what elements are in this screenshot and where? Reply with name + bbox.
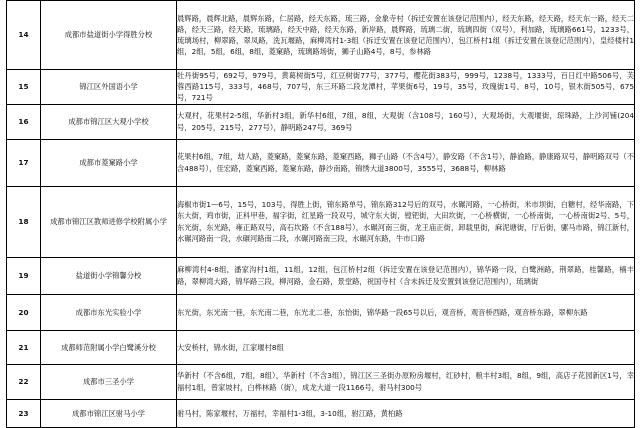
row-number: 17 — [7, 139, 41, 186]
table-row — [7, 186, 635, 257]
zone-area: 大观村，花果村2-5组，华新村3组，新华村6组，7组，8组，大观街（含108号，160号），大观场街，大观堰街，琼珠路，上沙河铺(204号，205号，215号，277号），静明路247号，369号 — [177, 104, 635, 139]
school-name: 成都市锦江区教师进修学校附属小学 — [41, 186, 177, 257]
row-number: 19 — [7, 257, 41, 294]
row-number: 21 — [7, 330, 41, 364]
zone-area: 晨辉路，晨辉北路，晨辉东路，仁居路，经天东路，琉三路，金象寺村（拆迁安置在该登记范围内），经天东路，经天路，经天东一路，经天二路，经天三路，经天路，琉璃路，经天中路，经天东路，新岸路，晨辉路，琉璃二街，琉璃四街（双号），利加路，琉璃路661号，1233号，琉璃场村，柳翠路，翠凤路，洗瓦堰路，麻柳湾村1-3组（拆迁安置在该登记范围内），包江桥村1组（拆迁安置在该登记范围内），皇经楼村1组，2组，5组，6组，8组，菱窠路，琉璃路场街，狮子山路4号，8号，参林路 — [177, 1, 635, 70]
school-name: 成都市东光实验小学 — [41, 294, 177, 330]
school-name: 成都市锦江区驸马小学 — [41, 399, 177, 427]
row-number: 18 — [7, 186, 41, 257]
row-number: 22 — [7, 364, 41, 399]
row-number: 14 — [7, 1, 41, 70]
table-row — [7, 139, 635, 186]
zone-area: 花果村6组，7组，劫人路，菱窠路，菱窠东路，菱窠西路，狮子山路（不含4号），静安路（不含1号），静渝路，静康路双号，静明路双号（不含488号），佳宏路，菱窠西路，菱窠东路，静沙南路，锦绣大道3800号，3555号，3688号，柳林路 — [177, 139, 635, 186]
school-name: 成都市盐道街小学得胜分校 — [41, 1, 177, 70]
school-name: 盐道街小学锦馨分校 — [41, 257, 177, 294]
table-row — [7, 294, 635, 330]
table-row — [7, 257, 635, 294]
school-name: 成都师范附属小学白鹭溪分校 — [41, 330, 177, 364]
row-number: 20 — [7, 294, 41, 330]
zone-area: 大安桥村，锦水街，江家堰村8组 — [177, 330, 635, 364]
table-row — [7, 399, 635, 427]
enrollment-zone-table — [6, 0, 635, 428]
table-row — [7, 1, 635, 70]
zone-area: 华新村（不含6组，7组，8组），华新村（不含3组），锦江区三圣街办原粉房堰村，红砂村，粮丰村3组，8组，9组，高店子花园新区1号，幸福村1组，曾家坡村，白桦林路（街），成龙大道一段1166号，驸马村300号 — [177, 364, 635, 399]
table-row — [7, 364, 635, 399]
zone-area: 牡丹街95号，692号，979号，黄葛树街5号，红豆树街77号，377号，樱花街383号，999号，1238号，1333号，百日红中路506号，芙蓉西路115号，333号，468号，707号，东三环路二段龙潭村，苹果街6号，19号，35号，玫瑰街1号，8号，10号，银木街505号，675号，721号 — [177, 71, 634, 103]
school-name: 锦江区外国语小学 — [41, 70, 177, 105]
school-name: 成都市三圣小学 — [41, 364, 177, 399]
zone-area: 麻柳湾村4-8组，潘家沟村1组，11组，12组，包江桥村2组（拆迁安置在该登记范围内），锦华路一段，白鹭洲路，荆翠路，桂馨路，楠丰路，翠柳湾大路，锦华路三段，柳河路，金石路，景堂路，祝国寺村（含未拆迁及安置到该登记范围内），琉璃街 — [177, 257, 635, 294]
zone-area: 驸马村，陈家堰村，万福村，幸福村1-3组，3-10组，驸江路，黄柏路 — [177, 399, 635, 427]
table-row — [7, 70, 635, 105]
table-row — [7, 330, 635, 364]
zone-area: 海椒市街1—6号，15号，103号，得胜上街，锦东路单号，锦东路312号后的双号，水碾河路，一心桥街，米市坝街，白糖村，经华南路，下东大街，鸡市街，正科甲巷，福字街，红星路一段双号，城守东大街，镗钯街，大田坎街，一心桥横街，一心桥南街，一心桥南街2号、5号，东光街，东光路，雍正路双号，高石坎路（不含188号），水碾河南三街，龙王庙正街，卸载里街，麻泥塘街，厅后街，骡马市路，锦江新村，水碾河路南一段，水碾河路南二段，水碾河路南三段，水碾河东路，牛市口路 — [177, 186, 635, 257]
table-row — [7, 104, 635, 139]
school-name: 成都市锦江区大观小学校 — [41, 104, 177, 139]
zone-area: 东光街，东光南一巷，东光南二巷，东光北二巷，东怡街，锦华路一段65号以后，观音桥，观音桥西路，观音桥东路，翠柳东路 — [177, 294, 635, 330]
row-number: 15 — [7, 70, 41, 105]
row-number: 16 — [7, 104, 41, 139]
school-name: 成都市菱窠路小学 — [41, 139, 177, 186]
row-number: 23 — [7, 399, 41, 427]
